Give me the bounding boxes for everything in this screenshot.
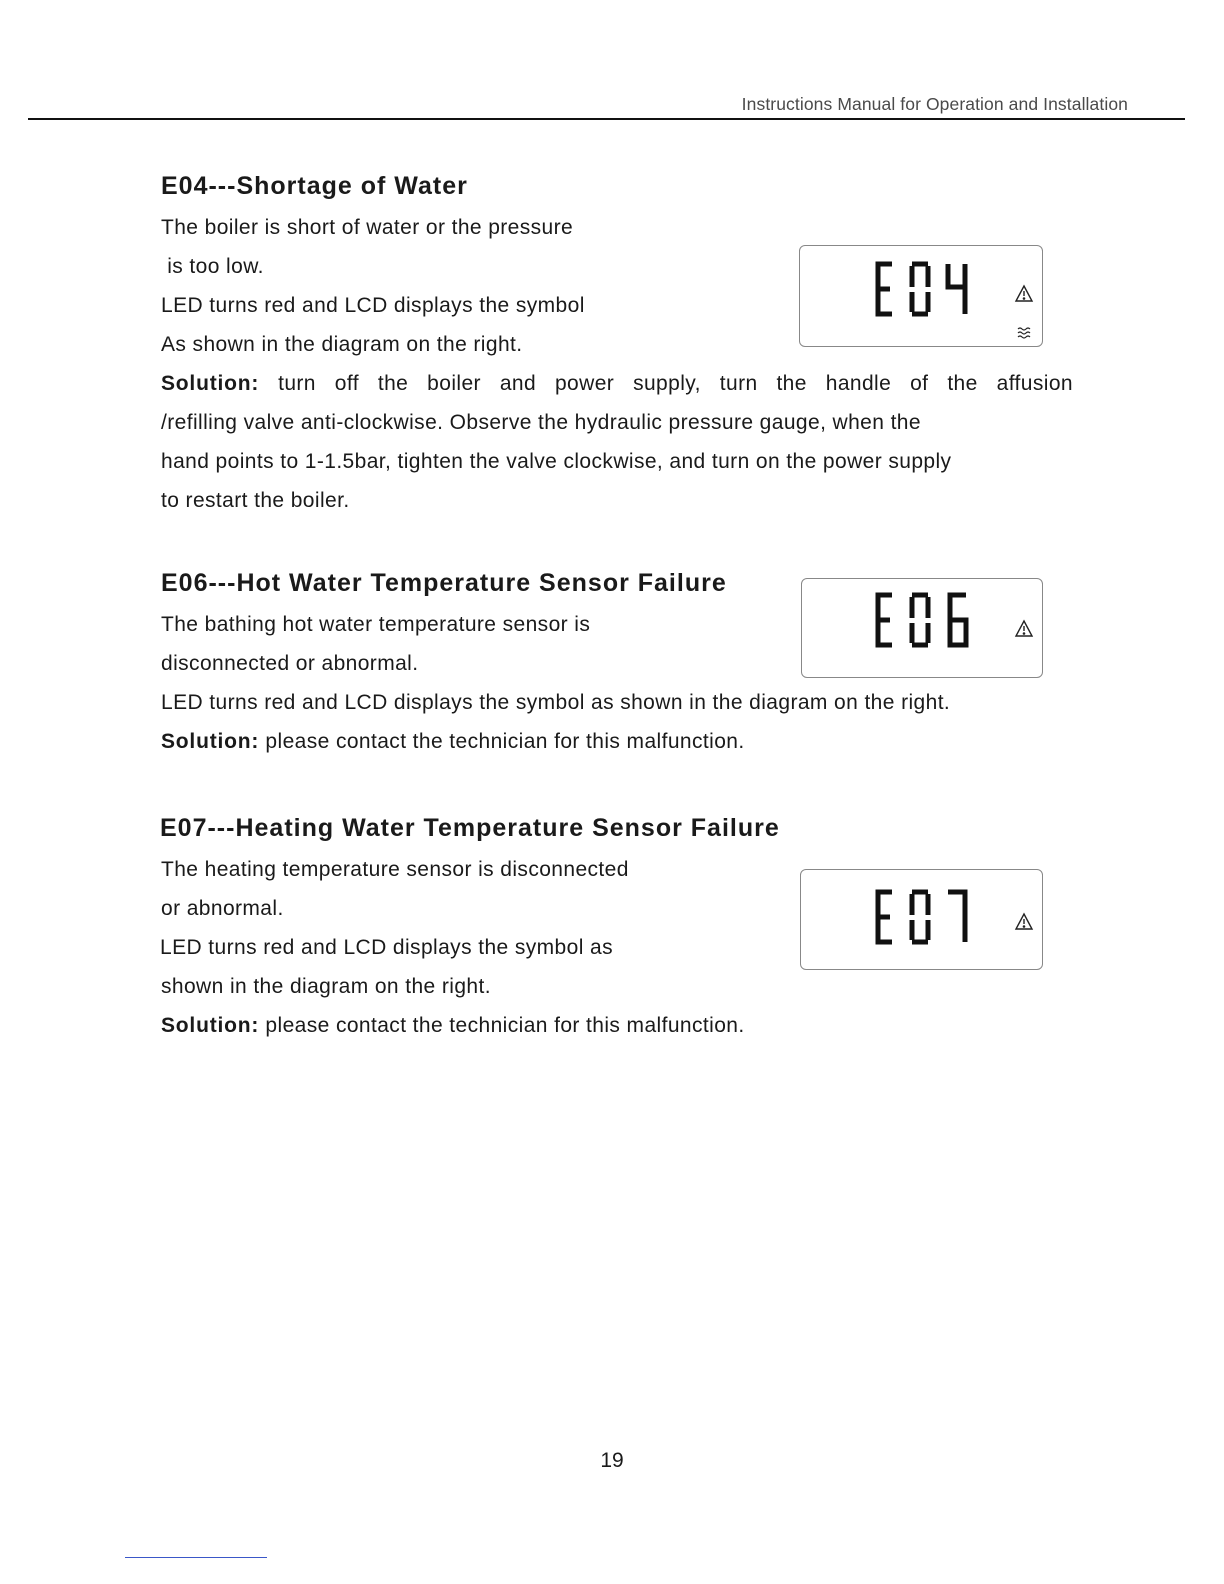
solution-label: Solution: (161, 1014, 260, 1037)
solution-label: Solution: (161, 372, 260, 395)
page-number: 19 (600, 1449, 624, 1472)
e04-line-4: As shown in the diagram on the right. (161, 333, 523, 356)
e04-line-3: LED turns red and LCD displays the symbol (161, 294, 585, 317)
e06-solution-text: please contact the technician for this malfunction. (259, 730, 745, 753)
e07-line-3: LED turns red and LCD displays the symbol as (160, 936, 613, 959)
warning-triangle-icon (1016, 286, 1032, 301)
lcd-code-e04 (878, 264, 965, 314)
e07-solution-text: please contact the technician for this malfunction. (259, 1014, 745, 1037)
lcd-code-e07 (878, 892, 965, 942)
e04-line-1: The boiler is short of water or the pressure (161, 216, 574, 239)
running-header: Instructions Manual for Operation and Installation (741, 94, 1128, 114)
e07-line-2: or abnormal. (161, 897, 284, 920)
solution-label: Solution: (161, 730, 260, 753)
e04-solution-text-1: turn off the boiler and power supply, turn the handle of the affusion (259, 372, 1073, 395)
e04-solution-line-2: /refilling valve anti-clockwise. Observe the hydraulic pressure gauge, when the (161, 411, 921, 434)
section-title-e07: E07---Heating Water Temperature Sensor Failure (160, 814, 780, 842)
e06-line-2: disconnected or abnormal. (161, 652, 419, 675)
e04-solution-line-4: to restart the boiler. (161, 489, 350, 512)
e06-line-1: The bathing hot water temperature sensor is (161, 613, 591, 636)
lcd-display-e04 (799, 245, 1043, 347)
lcd-display-e06 (801, 578, 1043, 678)
water-level-icon (1018, 328, 1030, 338)
footer-link-underline (125, 1557, 267, 1558)
e06-solution (161, 730, 745, 754)
e07-solution (161, 1014, 745, 1038)
section-title-e06: E06---Hot Water Temperature Sensor Failure (161, 569, 727, 597)
e07-line-4: shown in the diagram on the right. (161, 975, 491, 998)
section-title-e04: E04---Shortage of Water (161, 172, 468, 200)
lcd-display-e07 (800, 869, 1043, 970)
e04-solution-line-3: hand points to 1-1.5bar, tighten the valve clockwise, and turn on the power supply (161, 450, 952, 473)
warning-triangle-icon (1016, 914, 1032, 929)
header-rule (28, 118, 1185, 120)
e04-solution-line-1 (161, 372, 1073, 396)
warning-triangle-icon (1016, 621, 1032, 636)
e04-line-2: is too low. (161, 255, 264, 278)
e06-line-3: LED turns red and LCD displays the symbol as shown in the diagram on the right. (161, 691, 951, 714)
lcd-code-e06 (878, 595, 966, 645)
e07-line-1: The heating temperature sensor is disconnected (161, 858, 629, 881)
